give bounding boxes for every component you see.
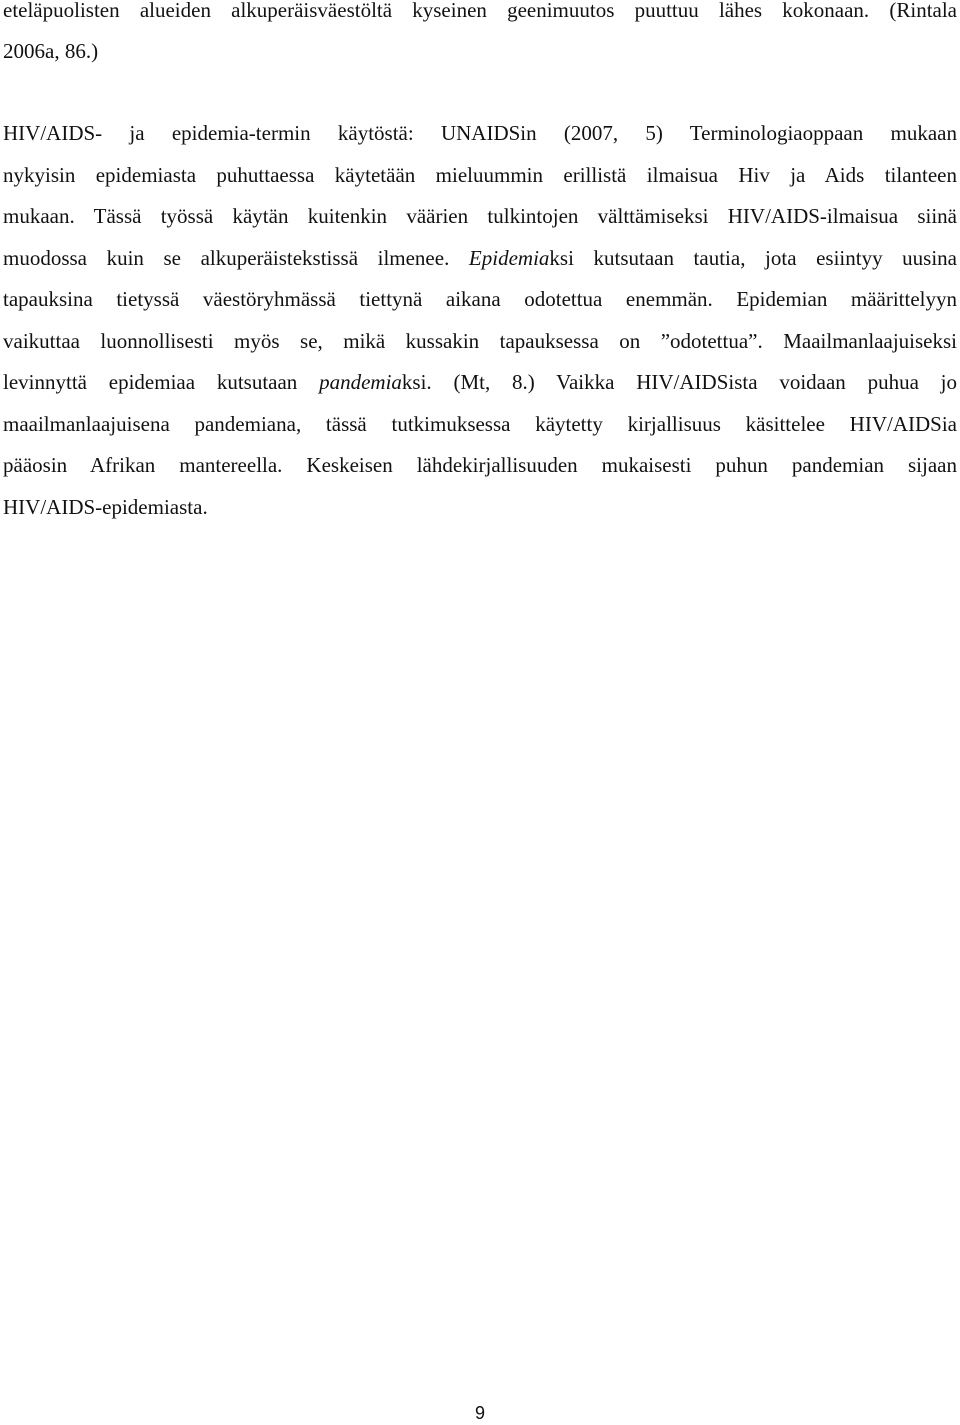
text-line	[3, 118, 957, 148]
paragraph-2-line-7-rest: ksi. (Mt, 8.) Vaikka HIV/AIDSista voidaan puhua jo	[401, 370, 958, 394]
paragraph-2-line-6: vaikuttaa luonnollisesti myös se, mikä kussakin tapauksessa on ”odotettua”. Maailmanlaajuiseksi	[3, 329, 957, 353]
text-line	[3, 284, 957, 314]
paragraph-2-line-4-rest: ksi kutsutaan tautia, jota esiintyy uusina	[549, 246, 958, 270]
italic-term-pandemia: pandemia	[319, 370, 402, 394]
paragraph-2-line-5: tapauksina tietyssä väestöryhmässä tiettynä aikana odotettua enemmän. Epidemian määrittelyyn	[3, 287, 957, 311]
text-line	[3, 326, 957, 356]
text-line	[3, 36, 957, 66]
text-line	[3, 450, 957, 480]
paragraph-2-line-3: mukaan. Tässä työssä käytän kuitenkin väärien tulkintojen välttämiseksi HIV/AIDS-ilmaisua siinä	[3, 204, 957, 228]
text-line	[3, 0, 957, 25]
text-line	[3, 201, 957, 231]
paragraph-1-line-2: 2006a, 86.)	[3, 39, 99, 63]
page-number: 9	[474, 1403, 485, 1423]
paragraph-2-line-9: pääosin Afrikan mantereella. Keskeisen lähdekirjallisuuden mukaisesti puhun pandemian sijaan	[3, 453, 957, 477]
text-line	[3, 409, 957, 439]
italic-term-epidemia: Epidemia	[468, 246, 550, 270]
paragraph-2-line-2: nykyisin epidemiasta puhuttaessa käytetään mieluummin erillistä ilmaisua Hiv ja Aids tilanteen	[3, 163, 957, 187]
text-line	[3, 243, 957, 273]
text-line	[3, 367, 957, 397]
paragraph-2-line-8: maailmanlaajuisena pandemiana, tässä tutkimuksessa käytetty kirjallisuus käsittelee HIV/AIDSia	[3, 412, 957, 436]
paragraph-2-line-1: HIV/AIDS- ja epidemia-termin käytöstä: UNAIDSin (2007, 5) Terminologiaoppaan mukaan	[3, 121, 957, 145]
text-line	[3, 160, 957, 190]
paragraph-2-line-7-start: levinnyttä epidemiaa kutsutaan	[3, 370, 298, 394]
paragraph-1-line-1: eteläpuolisten alueiden alkuperäisväestöltä kyseinen geenimuutos puuttuu lähes kokonaan. (Rintala	[3, 0, 957, 22]
paragraph-2-line-10: HIV/AIDS-epidemiasta.	[3, 495, 208, 519]
text-line	[3, 492, 957, 522]
paragraph-2-line-4-start: muodossa kuin se alkuperäistekstissä ilmenee.	[3, 246, 450, 270]
